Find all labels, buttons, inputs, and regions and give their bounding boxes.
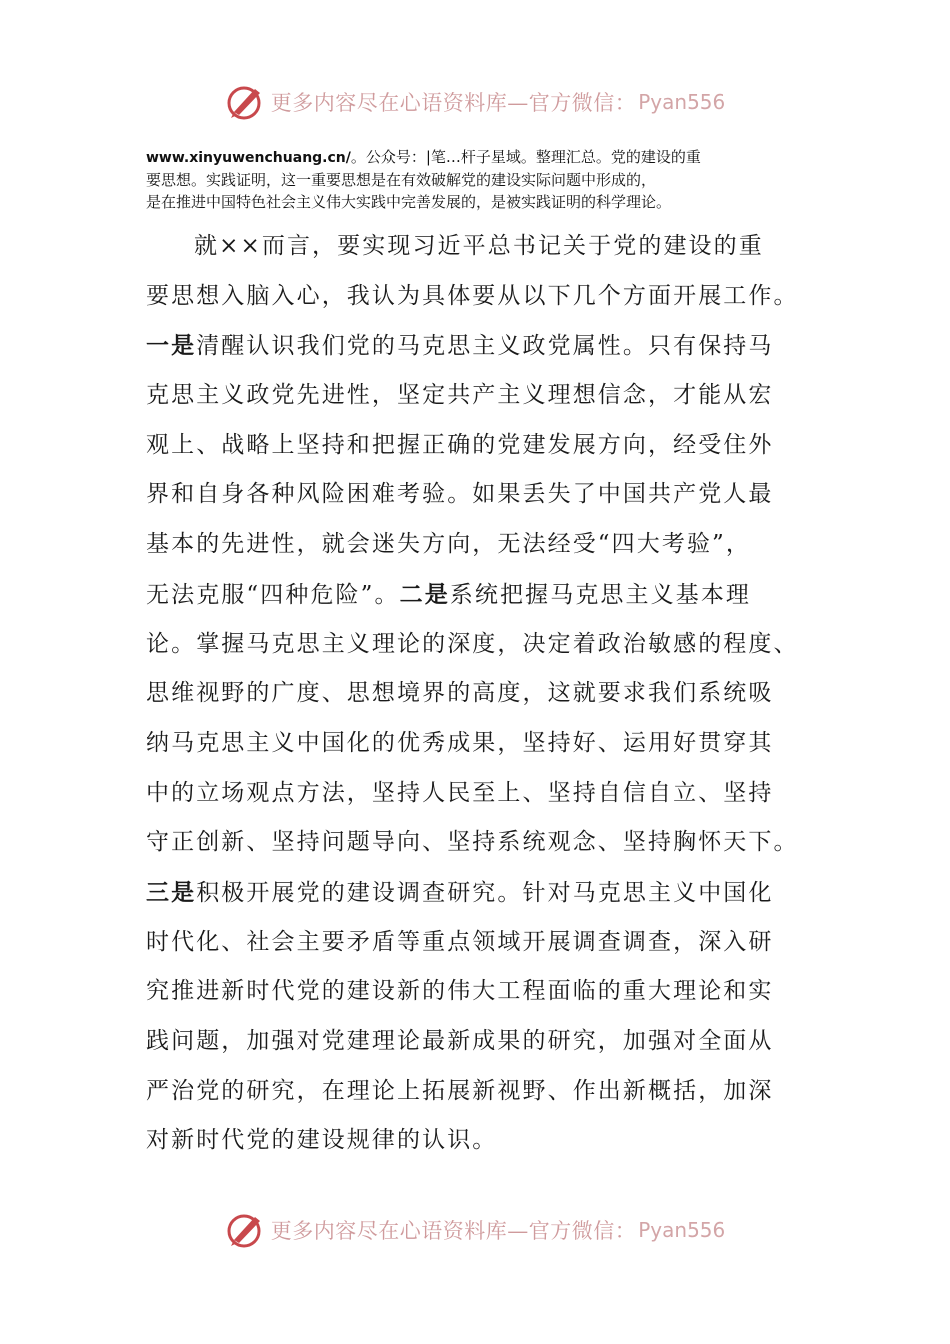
pen-logo-icon bbox=[225, 82, 267, 122]
point-three-marker: 三是 bbox=[146, 878, 197, 906]
body-line: 一是清醒认识我们党的马克思主义政党属性。只有保持马 bbox=[146, 332, 774, 360]
point-one-marker: 一是 bbox=[146, 332, 197, 360]
body-line: 克思主义政党先进性，坚定共产主义理想信念，才能从宏 bbox=[146, 382, 774, 409]
footer-banner bbox=[0, 1208, 950, 1252]
body-line: 界和自身各种风险困难考验。如果丢失了中国共产党人最 bbox=[146, 481, 774, 508]
banner-wechat-id: Pyan556 bbox=[638, 90, 726, 114]
body-line: 中的立场观点方法，坚持人民至上、坚持自信自立、坚持 bbox=[146, 779, 774, 806]
banner-text: 更多内容尽在心语资料库—官方微信： bbox=[270, 1219, 637, 1243]
body-line: 要思想入脑入心，我认为具体要从以下几个方面开展工作。 bbox=[146, 282, 799, 309]
body-line: 践问题，加强对党建理论最新成果的研究，加强对全面从 bbox=[146, 1028, 774, 1054]
banner-text: 更多内容尽在心语资料库—官方微信： bbox=[270, 91, 637, 115]
body-line: 对新时代党的建设规律的认识。 bbox=[146, 1127, 498, 1154]
body-line: 守正创新、坚持问题导向、坚持系统观念、坚持胸怀天下。 bbox=[146, 829, 799, 856]
body-line: 就××而言，要实现习近平总书记关于党的建设的重 bbox=[194, 233, 764, 259]
body-line: 严治党的研究，在理论上拓展新视野、作出新概括，加深 bbox=[146, 1077, 774, 1104]
intro-paragraph bbox=[146, 146, 816, 213]
body-line: 基本的先进性，就会迷失方向，无法经受“四大考验”， bbox=[146, 531, 752, 558]
point-two-marker: 二是 bbox=[399, 580, 450, 608]
intro-line-2: 要思想。实践证明，这一重要思想是在有效破解党的建设实际问题中形成的， bbox=[146, 171, 657, 189]
intro-line-1: 。公众号：|笔…杆子星域。整理汇总。党的建设的重 bbox=[350, 148, 701, 166]
body-line: 无法克服“四种危险”。二是系统把握马克思主义基本理 bbox=[146, 580, 752, 608]
body-line: 三是积极开展党的建设调查研究。针对马克思主义中国化 bbox=[146, 878, 774, 906]
main-body-text bbox=[146, 222, 806, 1166]
body-line: 论。掌握马克思主义理论的深度，决定着政治敏感的程度、 bbox=[146, 630, 799, 657]
body-line: 思维视野的广度、思想境界的高度，这就要求我们系统吸 bbox=[146, 680, 774, 707]
body-line: 时代化、社会主要矛盾等重点领域开展调查调查，深入研 bbox=[146, 928, 774, 955]
banner-wechat-id: Pyan556 bbox=[638, 1218, 726, 1242]
pen-logo-icon bbox=[225, 1210, 267, 1250]
website-url[interactable]: www.xinyuwenchuang.cn/ bbox=[146, 150, 351, 166]
header-banner bbox=[0, 80, 950, 124]
body-line: 究推进新时代党的建设新的伟大工程面临的重大理论和实 bbox=[146, 978, 774, 1005]
body-line: 纳马克思主义中国化的优秀成果，坚持好、运用好贯穿其 bbox=[146, 729, 774, 756]
body-line: 观上、战略上坚持和把握正确的党建发展方向，经受住外 bbox=[146, 431, 774, 458]
intro-line-3: 是在推进中国特色社会主义伟大实践中完善发展的，是被实践证明的科学理论。 bbox=[146, 193, 672, 211]
